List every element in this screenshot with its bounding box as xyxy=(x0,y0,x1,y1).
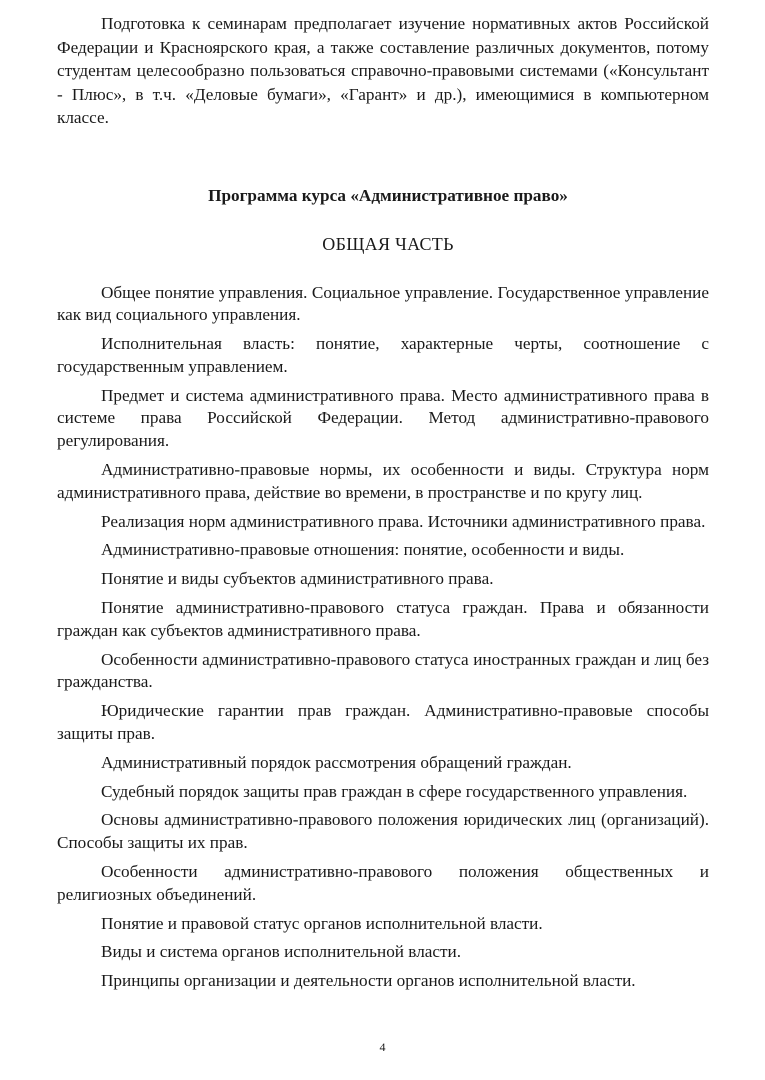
topic-paragraph: Особенности административно-правового положения общественных и религиозных объединений. xyxy=(57,862,709,904)
topic-paragraph: Понятие и виды субъектов административного права. xyxy=(101,569,494,589)
topic-paragraph: Исполнительная власть: понятие, характерные черты, соотношение с государственным управлением. xyxy=(57,334,709,376)
topic-paragraph: Предмет и система административного права. Место административного права в системе права Российской Федерации. Метод административно-правового регулирования. xyxy=(57,385,709,451)
topic-paragraph: Реализация норм административного права. Источники административного права. xyxy=(101,511,706,531)
topic-paragraph: Основы административно-правового положения юридических лиц (организаций). Способы защиты их прав. xyxy=(57,810,709,853)
topic-paragraph: Административно-правовые отношения: понятие, особенности и виды. xyxy=(101,540,625,560)
topic-paragraph: Юридические гарантии прав граждан. Административно-правовые способы защиты прав. xyxy=(57,701,709,744)
topic-paragraph: Понятие административно-правового статуса граждан. Права и обязанности граждан как субъектов административного права. xyxy=(57,598,709,640)
topic-paragraph: Особенности административно-правового статуса иностранных граждан и лиц без гражданства. xyxy=(57,649,709,692)
topic-paragraph: Административный порядок рассмотрения обращений граждан. xyxy=(101,752,572,772)
section-title: ОБЩАЯ ЧАСТЬ xyxy=(322,233,454,254)
course-title: Программа курса «Административное право» xyxy=(208,185,568,205)
intro-paragraph: Подготовка к семинарам предполагает изучение нормативных актов Российской Федерации и Красноярского края, а также составление различных документов, потому студентам целесообразно пользоваться справочно-правовыми системами («Консультант - Плюс», в т.ч. «Деловые бумаги», «Гарант» и др.), имеющимися в компьютерном классе. xyxy=(57,14,709,127)
topic-paragraph: Судебный порядок защиты прав граждан в сфере государственного управления. xyxy=(101,781,688,801)
topic-paragraph: Общее понятие управления. Социальное управление. Государственное управление как вид социального управления. xyxy=(57,282,709,325)
topic-paragraph: Принципы организации и деятельности органов исполнительной власти. xyxy=(101,971,636,991)
topic-paragraph: Виды и система органов исполнительной власти. xyxy=(101,942,462,962)
document-page xyxy=(57,12,709,999)
topic-list xyxy=(57,282,709,994)
page-number: 4 xyxy=(379,1040,386,1054)
topic-paragraph: Понятие и правовой статус органов исполнительной власти. xyxy=(101,913,543,933)
topic-paragraph: Административно-правовые нормы, их особенности и виды. Структура норм административного права, действие во времени, в пространстве и по кругу лиц. xyxy=(57,460,709,502)
